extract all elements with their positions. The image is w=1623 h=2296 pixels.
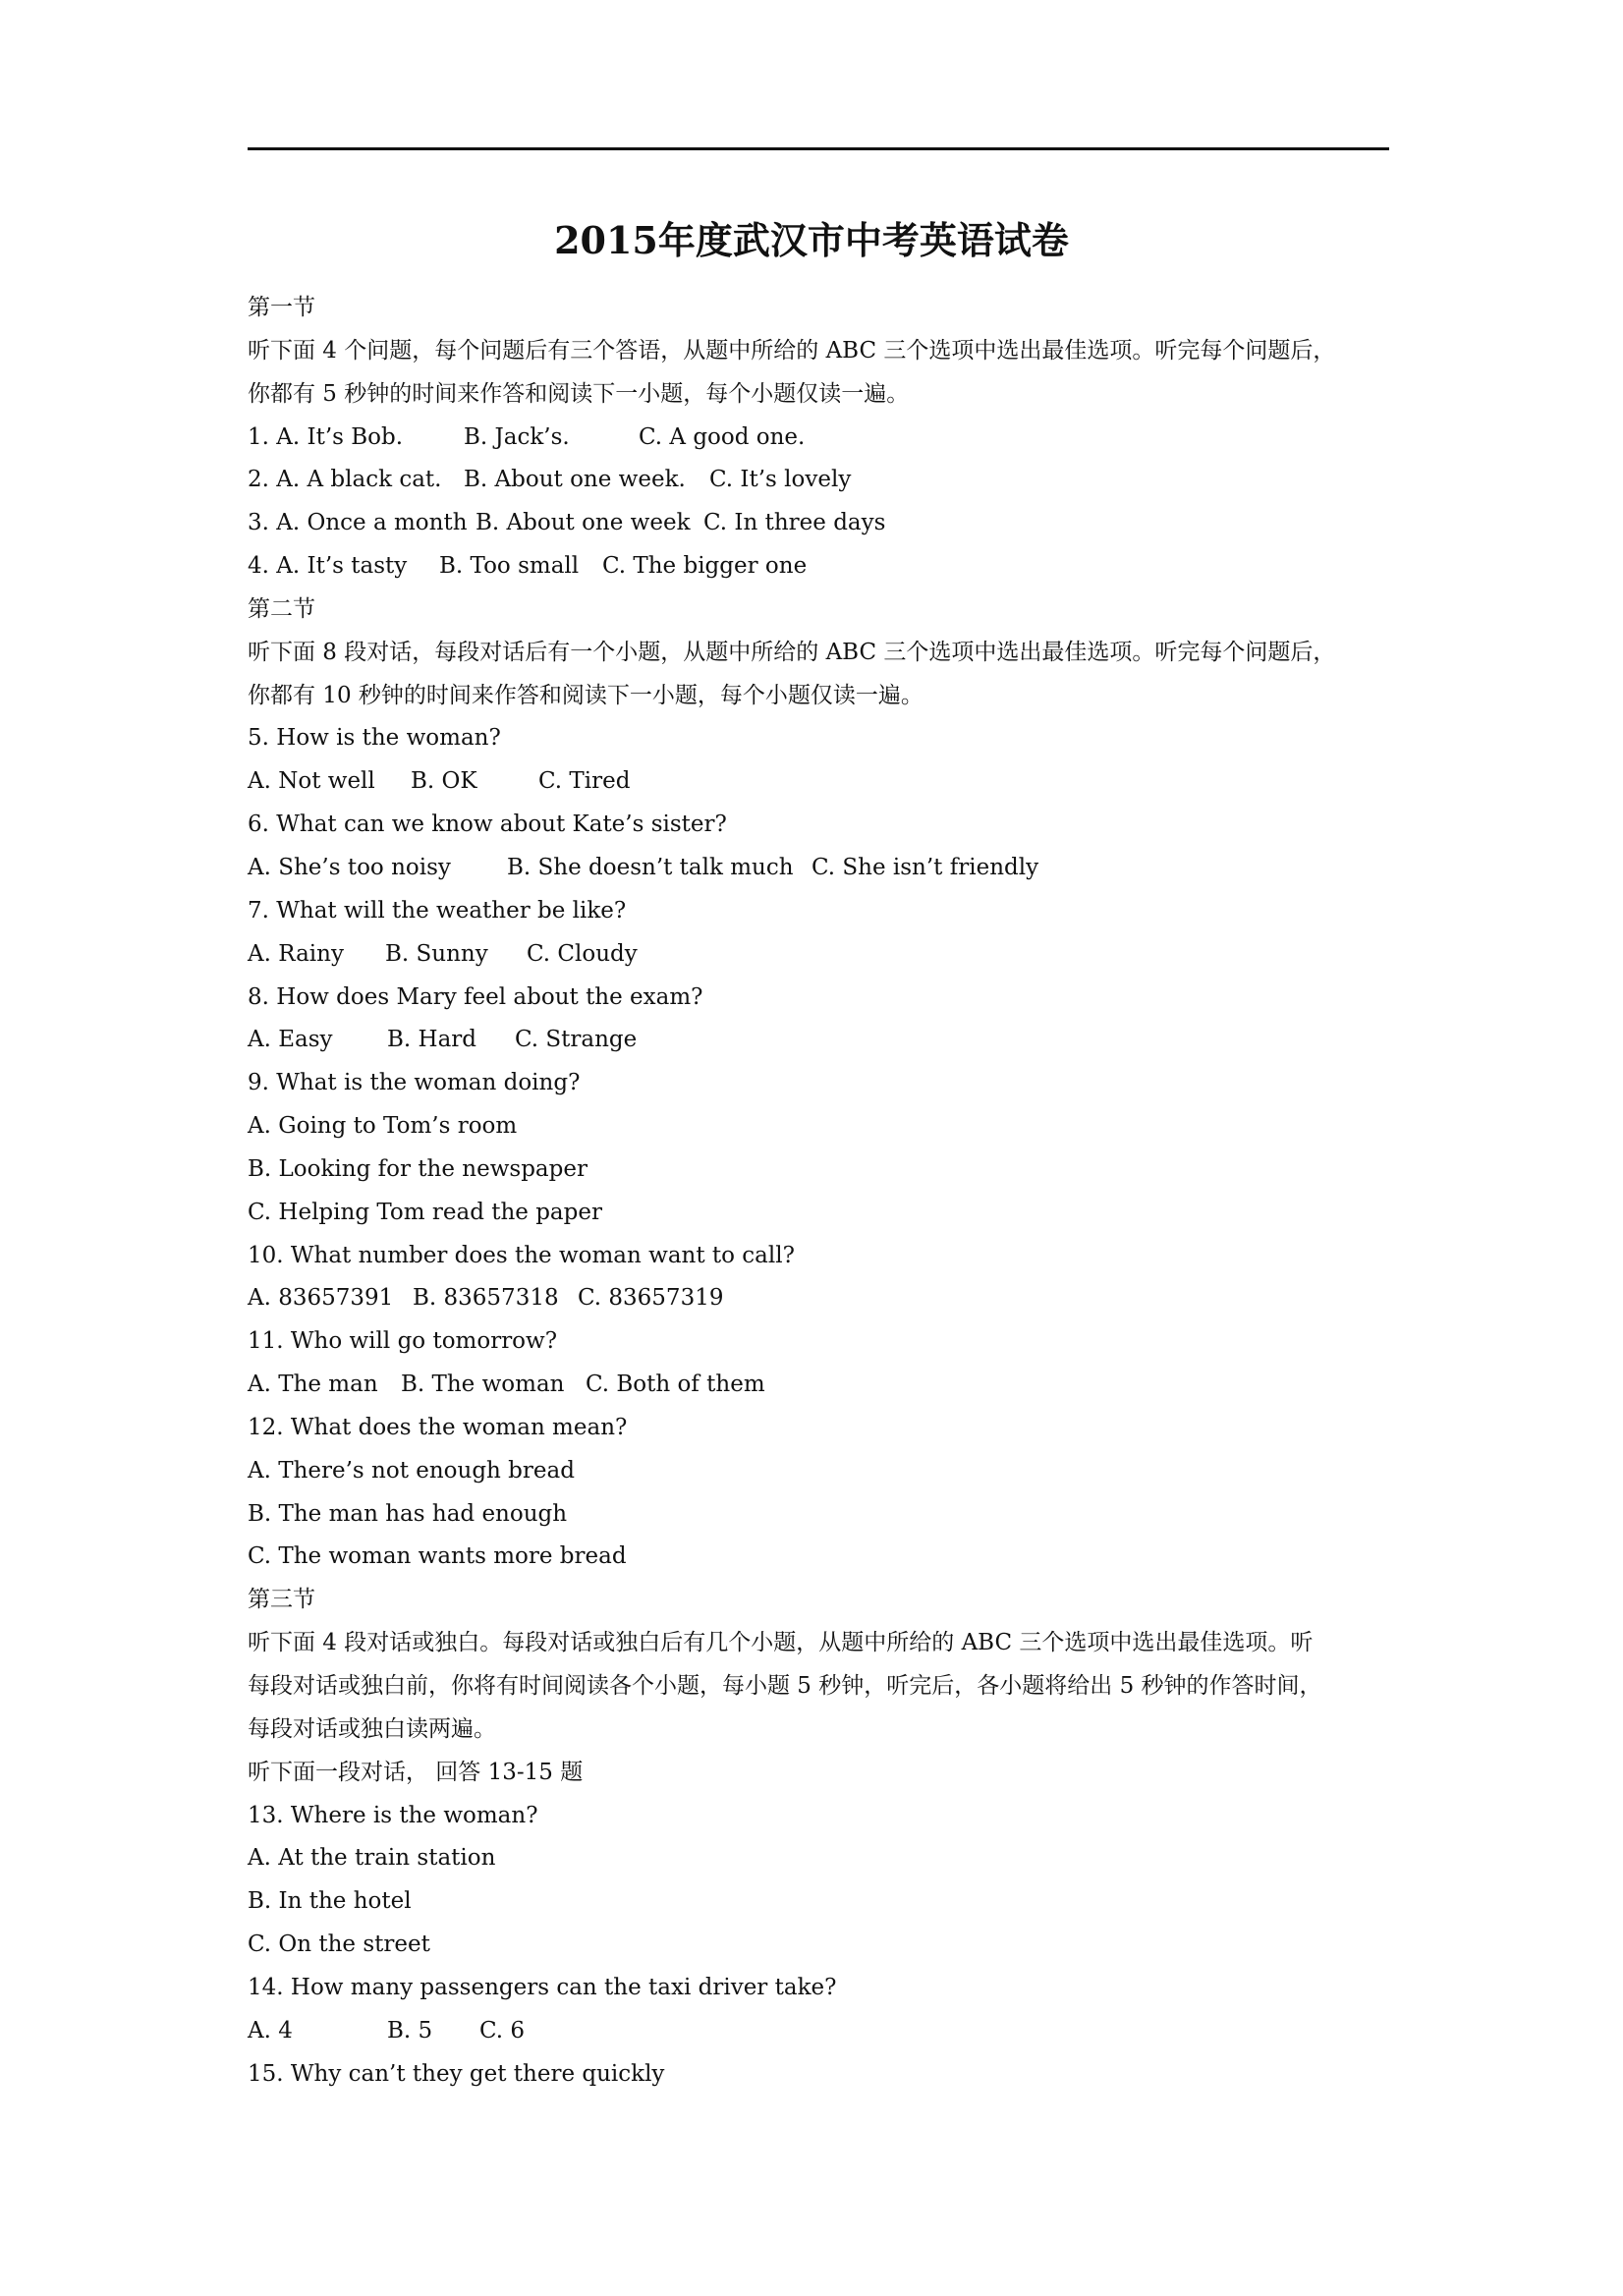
q6-option-a: A. She’s too noisy: [248, 854, 451, 880]
question-4-options: [248, 545, 1389, 588]
section-3-instruction-3: 每段对话或独白读两遍。: [248, 1715, 496, 1742]
section-3-instruction-2: 每段对话或独白前，你将有时间阅读各个小题，每小题 5 秒钟，听完后，各小题将给出 5 秒钟的作答时间，: [248, 1673, 1322, 1699]
q13-option-c: C. On the street: [248, 1932, 430, 1958]
q7-option-a: A. Rainy: [248, 940, 344, 967]
section-1-heading: 第一节: [248, 295, 315, 320]
question-14-options: [248, 2010, 1389, 2053]
q9-option-c: C. Helping Tom read the paper: [248, 1199, 602, 1225]
q14-option-b: B. 5: [387, 2017, 433, 2044]
q8-option-a: A. Easy: [248, 1027, 333, 1053]
question-9: 9. What is the woman doing?: [248, 1070, 581, 1096]
q7-option-b: B. Sunny: [385, 940, 488, 967]
q12-option-a: A. There’s not enough bread: [248, 1457, 575, 1484]
q5-option-b: B. OK: [411, 768, 477, 795]
question-7: 7. What will the weather be like?: [248, 897, 627, 924]
section-1-instruction-2: 你都有 5 秒钟的时间来作答和阅读下一小题，每个小题仅读一遍。: [248, 380, 910, 407]
section-2-instruction-2: 你都有 10 秒钟的时间来作答和阅读下一小题，每个小题仅读一遍。: [248, 682, 923, 708]
section-3-instruction-1: 听下面 4 段对话或独白。每段对话或独白后有几个小题，从题中所给的 ABC 三个选项中选出最佳选项。听: [248, 1630, 1314, 1656]
question-15: 15. Why can’t they get there quickly: [248, 2060, 665, 2087]
q5-option-a: A. Not well: [248, 768, 375, 795]
q4-option-b: B. Too small: [439, 553, 580, 580]
question-11: 11. Who will go tomorrow?: [248, 1328, 558, 1355]
question-10: 10. What number does the woman want to call?: [248, 1242, 795, 1268]
q11-option-a: A. The man: [248, 1372, 378, 1398]
q11-option-b: B. The woman: [401, 1372, 565, 1398]
question-2-options: [248, 459, 1389, 502]
q14-option-a: A. 4: [248, 2017, 293, 2044]
q12-option-c: C. The woman wants more bread: [248, 1543, 627, 1570]
question-3-options: [248, 502, 1389, 545]
section-3-sub-instruction: 听下面一段对话， 回答 13-15 题: [248, 1759, 584, 1785]
q9-option-b: B. Looking for the newspaper: [248, 1155, 588, 1182]
q1-option-b: B. Jack’s.: [464, 423, 570, 450]
q10-option-b: B. 83657318: [413, 1285, 559, 1312]
question-10-options: [248, 1277, 1389, 1320]
q13-option-a: A. At the train station: [248, 1845, 496, 1872]
exam-body: [248, 287, 1389, 2096]
q1-option-c: C. A good one.: [639, 423, 806, 450]
question-13: 13. Where is the woman?: [248, 1802, 538, 1828]
question-11-options: [248, 1364, 1389, 1407]
section-2-instruction-1: 听下面 8 段对话，每段对话后有一个小题，从题中所给的 ABC 三个选项中选出最佳选项。听完每个问题后，: [248, 639, 1336, 665]
q2-option-a: 2. A. A black cat.: [248, 467, 442, 493]
question-6-options: [248, 847, 1389, 890]
question-14: 14. How many passengers can the taxi driver take?: [248, 1974, 837, 2000]
question-12: 12. What does the woman mean?: [248, 1414, 628, 1440]
question-8: 8. How does Mary feel about the exam?: [248, 983, 703, 1010]
q3-option-a: 3. A. Once a month: [248, 510, 468, 536]
section-3-heading: 第三节: [248, 1587, 315, 1613]
q13-option-b: B. In the hotel: [248, 1888, 412, 1915]
header-rule: [248, 147, 1389, 150]
question-5: 5. How is the woman?: [248, 725, 501, 752]
q4-option-a: 4. A. It’s tasty: [248, 553, 408, 580]
question-6: 6. What can we know about Kate’s sister?: [248, 812, 727, 838]
page-title: 2015年度武汉市中考英语试卷: [554, 218, 1069, 262]
question-8-options: [248, 1019, 1389, 1062]
q10-option-a: A. 83657391: [248, 1285, 394, 1312]
section-2-heading: 第二节: [248, 595, 315, 622]
q3-option-c: C. In three days: [703, 510, 886, 536]
q11-option-c: C. Both of them: [586, 1372, 765, 1398]
q8-option-c: C. Strange: [515, 1027, 638, 1053]
q6-option-b: B. She doesn’t talk much: [507, 854, 794, 880]
q9-option-a: A. Going to Tom’s room: [248, 1113, 518, 1140]
q4-option-c: C. The bigger one: [602, 553, 808, 580]
q5-option-c: C. Tired: [538, 768, 631, 795]
question-5-options: [248, 760, 1389, 804]
question-7-options: [248, 933, 1389, 977]
section-1-instruction-1: 听下面 4 个问题，每个问题后有三个答语，从题中所给的 ABC 三个选项中选出最佳选项。听完每个问题后，: [248, 337, 1336, 364]
q12-option-b: B. The man has had enough: [248, 1500, 568, 1527]
q6-option-c: C. She isn’t friendly: [812, 854, 1039, 880]
q14-option-c: C. 6: [479, 2017, 526, 2044]
q2-option-b: B. About one week.: [464, 467, 686, 493]
q8-option-b: B. Hard: [387, 1027, 477, 1053]
q10-option-c: C. 83657319: [578, 1285, 724, 1312]
question-1-options: [248, 417, 1389, 460]
q1-option-a: 1. A. It’s Bob.: [248, 423, 404, 450]
q2-option-c: C. It’s lovely: [709, 467, 852, 493]
q7-option-c: C. Cloudy: [527, 940, 638, 967]
q3-option-b: B. About one week: [476, 510, 691, 536]
